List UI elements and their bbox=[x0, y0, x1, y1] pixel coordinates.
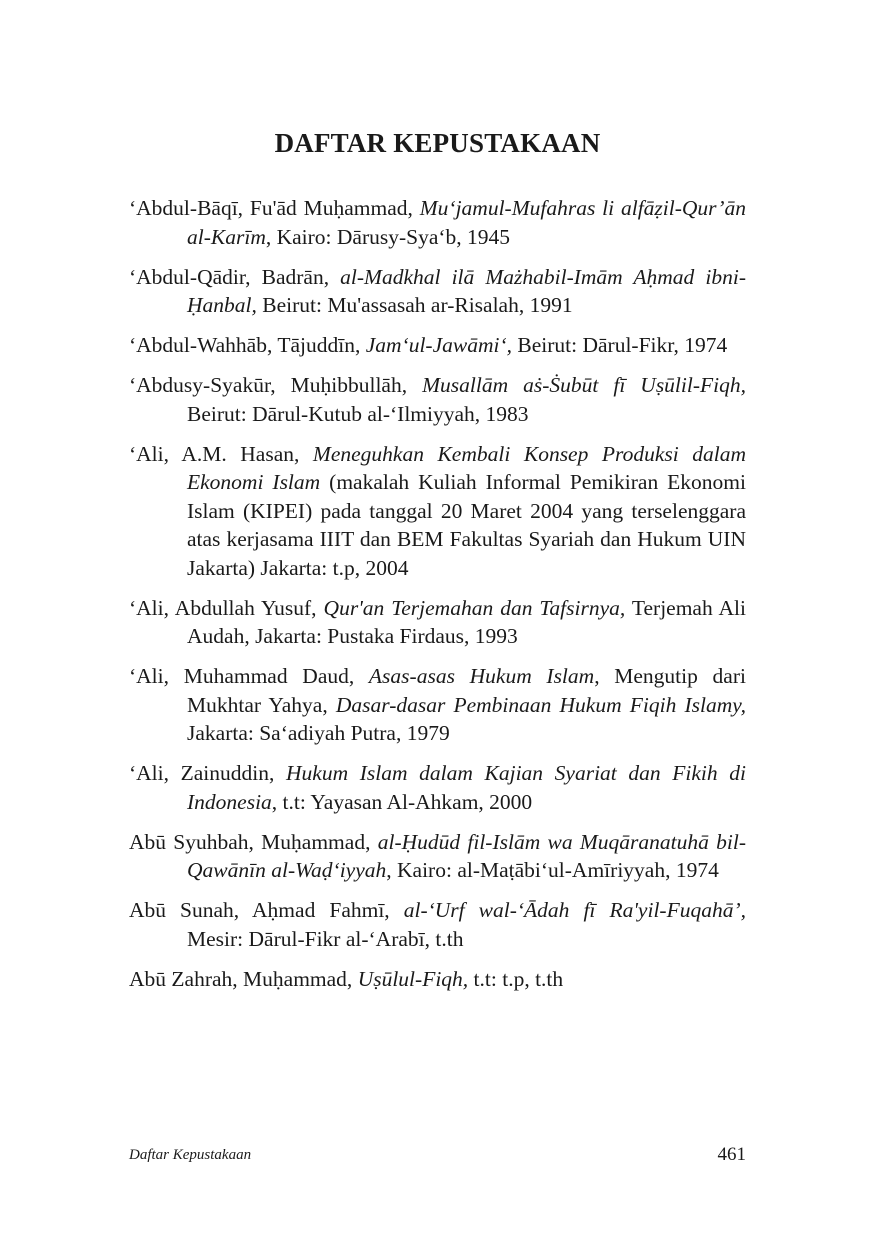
entry-text: Terjemah Ali Audah, Jakarta: Pustaka Firdaus, 1993 bbox=[187, 595, 746, 648]
bibliography-entry bbox=[129, 828, 746, 885]
entry-text: ‘Abdusy-Syakūr, Muḥibbullāh, bbox=[129, 373, 423, 397]
entry-title-text: Hukum Islam dalam Kajian Syariat dan Fikih di Indonesia bbox=[187, 761, 746, 814]
entry-title-text: Musallām aṡ-Ṡubūt fī Uṣūlil-Fiqh, bbox=[422, 373, 746, 397]
entry-text: Mesir: Dārul-Fikr al-‘Arabī, t.th bbox=[187, 926, 464, 951]
entry-text: Beirut: Dārul-Fikr, 1974 bbox=[512, 333, 728, 357]
entry-title-text: Meneguhkan Kembali Konsep Produksi dalam Ekonomi Islam bbox=[187, 441, 746, 494]
bibliography-entry bbox=[129, 331, 746, 360]
entry-text: t.t: t.p, t.th bbox=[468, 966, 564, 991]
footer-label: Daftar Kepustakaan bbox=[129, 1147, 252, 1163]
bibliography-entry bbox=[129, 896, 746, 953]
entry-title-text: Jam‘ul-Jawāmi‘, bbox=[365, 333, 512, 357]
entry-text: (makalah Kuliah Informal Pemikiran Ekonomi Islam (KIPEI) pada tanggal 20 Maret 2004 yang terselenggara atas kerjasama IIIT dan BEM Fakultas Syariah dan Hukum UIN Jakarta) Jakarta: t.p, 2004 bbox=[187, 470, 747, 580]
entry-text: , t.t: Yayasan Al-Ahkam, 2000 bbox=[271, 789, 533, 814]
entry-text: ‘Abdul-Wahhāb, Tājuddīn, bbox=[129, 333, 366, 357]
entry-text: ‘Ali, A.M. Hasan, bbox=[129, 441, 313, 466]
entry-text: ‘Ali, Abdullah Yusuf, bbox=[129, 595, 324, 620]
entry-title-text: al-Ḥudūd fil-Islām wa Muqāranatuhā bil-Qawānīn al-Waḍ‘iyyah bbox=[187, 829, 746, 882]
bibliography-entry bbox=[129, 440, 746, 583]
entry-text: , Mengutip dari Mukhtar Yahya, bbox=[187, 664, 746, 717]
entry-text: , Kairo: Dārusy-Sya‘b, 1945 bbox=[265, 224, 511, 249]
bibliography-entry bbox=[129, 759, 746, 816]
entry-text: Beirut: Dārul-Kutub al-‘Ilmiyyah, 1983 bbox=[187, 401, 529, 426]
entry-text: Beirut: Mu'assasah ar-Risalah, 1991 bbox=[256, 293, 573, 317]
bibliography-entry bbox=[129, 263, 746, 320]
bibliography-entry bbox=[129, 194, 746, 251]
bibliography-entry bbox=[129, 662, 746, 748]
entry-text: Abū Sunah, Aḥmad Fahmī, bbox=[129, 898, 404, 922]
entry-title-text: Uṣūlul-Fiqh, bbox=[357, 966, 469, 991]
entry-title-text: Mu‘jamul-Mufahras li alfāẓil-Qur’ān al-Karīm bbox=[187, 196, 746, 249]
bibliography-entry bbox=[129, 965, 746, 994]
entry-text: ‘Ali, Zainuddin, bbox=[129, 761, 287, 785]
entry-title-text: Dasar-dasar Pembinaan Hukum Fiqih Islamy, bbox=[335, 692, 746, 717]
entry-title-text: Qur'an Terjemahan dan Tafsirnya, bbox=[323, 595, 626, 620]
entry-text: Abū Zahrah, Muḥammad, bbox=[129, 966, 358, 991]
bibliography-list bbox=[129, 194, 746, 1005]
entry-title-text: Asas-asas Hukum Islam bbox=[368, 664, 595, 688]
entry-text: Abū Syuhbah, Muḥammad, bbox=[129, 829, 378, 854]
bibliography-entry bbox=[129, 594, 746, 651]
entry-text: ‘Abdul-Bāqī, Fu'ād Muḥammad, bbox=[129, 196, 420, 220]
entry-title-text: al-‘Urf wal-‘Ādah fī Ra'yil-Fuqahā’, bbox=[403, 898, 746, 922]
page-title: DAFTAR KEPUSTAKAAN bbox=[274, 128, 601, 158]
entry-text: Jakarta: Sa‘adiyah Putra, 1979 bbox=[187, 721, 450, 745]
entry-text: ‘Abdul-Qādir, Badrān, bbox=[129, 264, 341, 289]
page-number: 461 bbox=[717, 1144, 746, 1165]
entry-text: , Kairo: al-Maṭābi‘ul-Amīriyyah, 1974 bbox=[386, 858, 719, 882]
bibliography-entry bbox=[129, 371, 746, 428]
entry-title-text: al-Madkhal ilā Mażhabil-Imām Aḥmad ibni-Ḥanbal, bbox=[187, 264, 746, 317]
entry-text: ‘Ali, Muhammad Daud, bbox=[129, 664, 369, 688]
page-footer bbox=[129, 1144, 746, 1174]
